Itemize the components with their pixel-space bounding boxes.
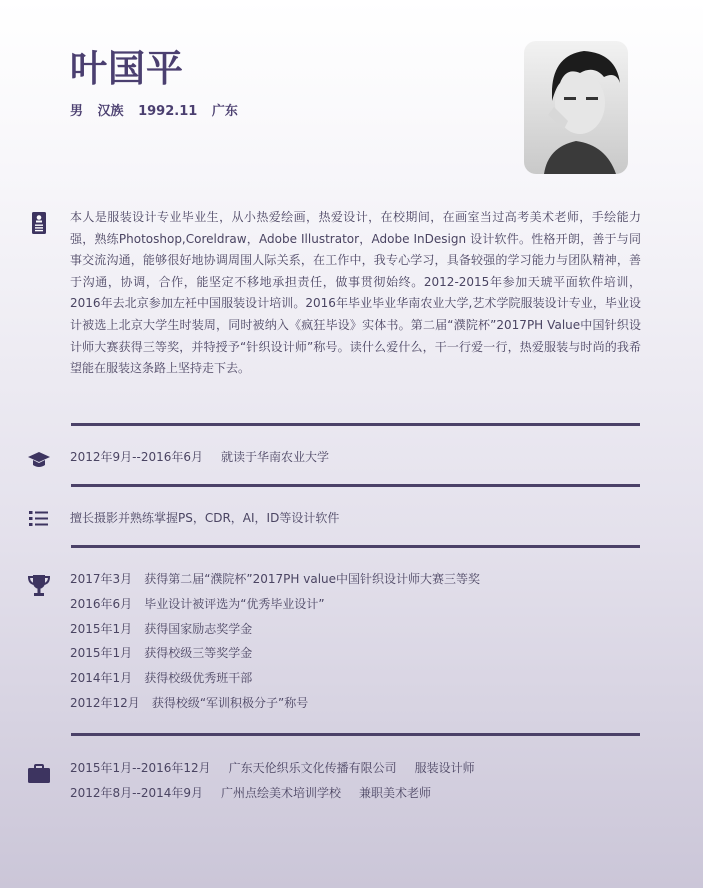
list-item xyxy=(70,781,475,806)
list-item xyxy=(70,691,480,716)
list-item xyxy=(70,567,480,592)
personal-info xyxy=(70,100,248,119)
location: 广东 xyxy=(211,104,238,119)
section-divider xyxy=(71,484,640,487)
award-text: 获得校级优秀班干部 xyxy=(144,671,253,686)
award-date: 2014年1月 xyxy=(70,671,133,686)
profile-document-icon xyxy=(27,211,51,235)
award-text: 获得校级三等奖学金 xyxy=(144,646,253,661)
award-text: 毕业设计被评选为“优秀毕业设计” xyxy=(144,596,325,611)
award-text: 获得国家励志奖学金 xyxy=(144,621,253,636)
self-introduction: 本人是服装设计专业毕业生，从小热爱绘画，热爱设计，在校期间，在画室当过高考美术老师，手绘能力强，熟练Photoshop,Coreldraw，Adobe Illustrator，Adobe InDesign 设计软件。性格开朗，善于与同事交流沟通，能够很好地协调周围人际关系，在工作中，我专心学习，具备较强的学习能力与团队精神，善于沟通，协调，合作，能坚定不移地承担责任，做事贯彻始终。2012-2015年参加天琥平面软件培训，2016年去北京参加左衽中国服装设计培训。2016年毕业毕业华南农业大学,艺术学院服装设计专业，毕业设计被选上北京大学生时装周，同时被纳入《疯狂毕设》实体书。第二届“濮院杯”2017PH Value中国针织设计师大赛获得三等奖，并特授予“针织设计师”称号。读什么爱什么，干一行爱一行，热爱服装与时尚的我希望能在服装这条路上坚持走下去。 xyxy=(70,210,641,376)
work-list xyxy=(70,756,475,806)
list-item xyxy=(70,666,480,691)
graduation-cap-icon xyxy=(27,448,51,472)
work-date: 2015年1月--2016年12月 xyxy=(70,761,211,775)
award-text: 获得第二届“濮院杯”2017PH value中国针织设计师大赛三等奖 xyxy=(144,572,481,586)
section-divider xyxy=(71,423,640,426)
list-item xyxy=(70,592,480,617)
awards-list xyxy=(70,567,480,716)
list-item xyxy=(70,641,480,666)
award-date: 2015年1月 xyxy=(70,646,133,661)
list-icon xyxy=(27,507,51,531)
education-entry xyxy=(70,448,347,465)
gender: 男 xyxy=(70,104,84,119)
education-school: 就读于华南农业大学 xyxy=(221,450,330,464)
work-role: 兼职美术老师 xyxy=(359,785,432,800)
work-company: 广东天伦织乐文化传播有限公司 xyxy=(228,761,397,775)
birth-date: 1992.11 xyxy=(138,104,198,119)
award-date: 2017年3月 xyxy=(70,572,133,586)
profile-photo xyxy=(524,41,628,174)
section-divider xyxy=(71,733,640,736)
list-item xyxy=(70,617,480,642)
briefcase-icon xyxy=(27,762,51,786)
work-date: 2012年8月--2014年9月 xyxy=(70,785,204,800)
candidate-name: 叶国平 xyxy=(70,47,184,90)
ethnicity: 汉族 xyxy=(97,104,124,119)
skills-entry: 擅长摄影并熟练掌握PS，CDR，AI，ID等设计软件 xyxy=(70,511,340,525)
work-company: 广州点绘美术培训学校 xyxy=(221,785,342,800)
work-role: 服装设计师 xyxy=(414,761,475,775)
award-date: 2016年6月 xyxy=(70,596,133,611)
award-text: 获得校级“军训积极分子”称号 xyxy=(151,695,309,710)
trophy-icon xyxy=(27,573,51,597)
award-date: 2015年1月 xyxy=(70,621,133,636)
award-date: 2012年12月 xyxy=(70,695,140,710)
section-divider xyxy=(71,545,640,548)
education-date: 2012年9月--2016年6月 xyxy=(70,450,204,464)
list-item xyxy=(70,756,475,781)
